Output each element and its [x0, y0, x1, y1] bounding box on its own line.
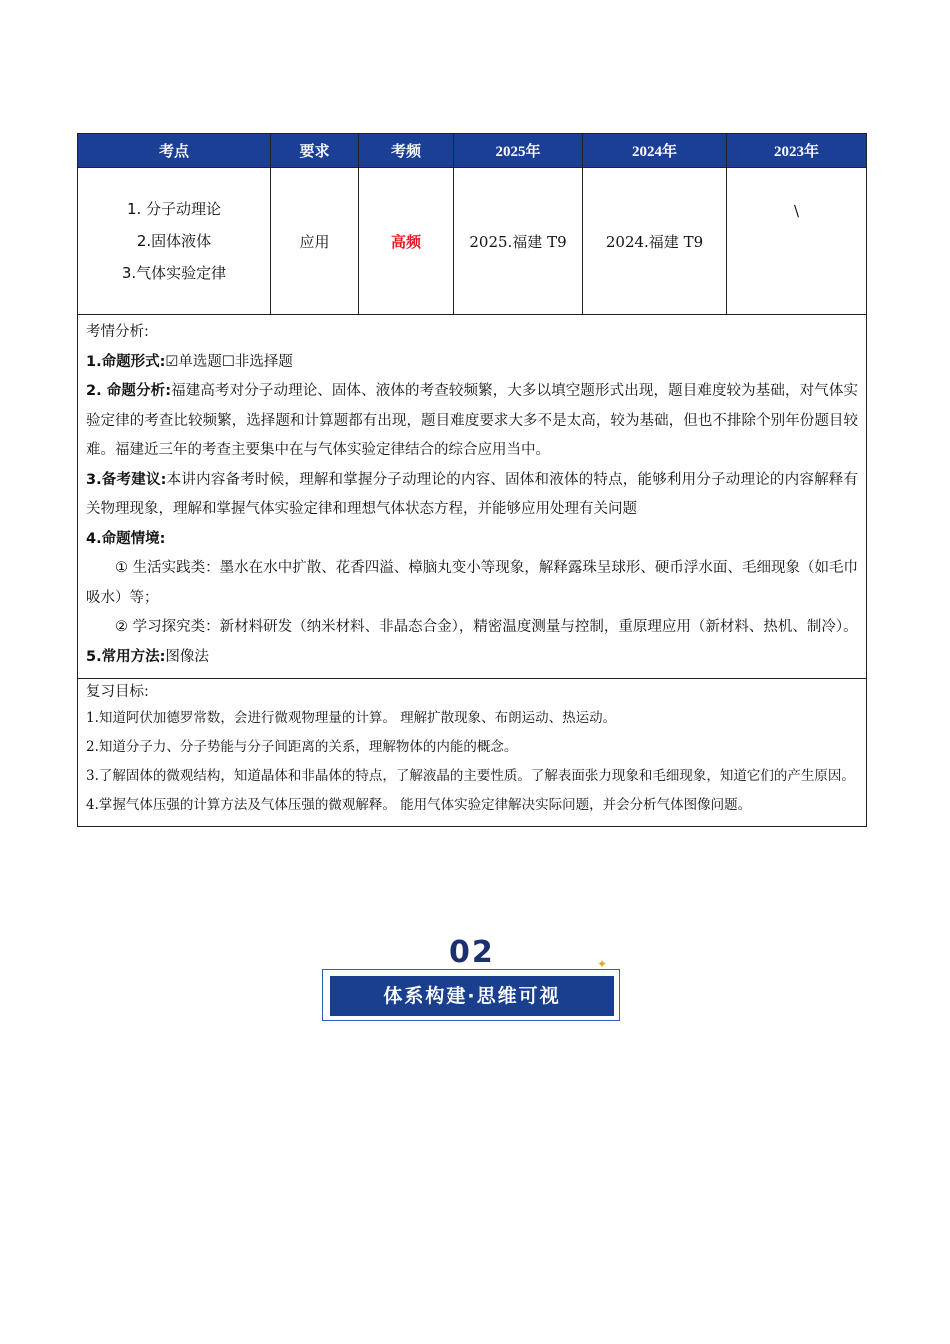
unchecked-box-icon: ☐ [221, 353, 235, 370]
review-cell [78, 679, 867, 827]
header-frequency: 考频 [359, 134, 454, 168]
method-text: 图像法 [165, 648, 209, 665]
frequency-cell: 高频 [359, 168, 454, 315]
review-title: 复习目标: [86, 684, 149, 700]
checked-box-icon: ☑ [165, 353, 179, 370]
exam-info-table [77, 133, 867, 827]
sparkle-icon: ✦ [597, 957, 608, 971]
analysis-title: 考情分析: [86, 324, 149, 340]
header-2024: 2024年 [583, 134, 727, 168]
topic-item: 2.固体液体 [136, 232, 212, 250]
year-2025-cell: 2025.福建 T9 [454, 168, 583, 315]
header-requirement: 要求 [271, 134, 359, 168]
form-line [86, 348, 858, 378]
analysis-text: 福建高考对分子动理论、固体、液体的考查较频繁，大多以填空题形式出现，题目难度较为基础，对气体实验定律的考查比较频繁，选择题和计算题都有出现，题目难度要求大多不是太高，较为基础，但也不排除个别年份题目较难。福建近三年的考查主要集中在与气体实验定律结合的综合应用当中。 [86, 383, 858, 458]
requirement-cell: 应用 [271, 168, 359, 315]
year-2024-cell: 2024.福建 T9 [583, 168, 727, 315]
section-title-banner: 体系构建·思维可视 [330, 976, 614, 1016]
analysis-row [78, 315, 867, 679]
context-life: ① 生活实践类：墨水在水中扩散、花香四溢、樟脑丸变小等现象，解释露珠呈球形、硬币浮水面、毛细现象（如毛巾吸水）等； [86, 560, 858, 606]
header-topic: 考点 [78, 134, 271, 168]
analysis-label: 2. 命题分析: [86, 383, 172, 399]
method-label: 5.常用方法: [86, 648, 166, 665]
review-item: 4.掌握气体压强的计算方法及气体压强的微观解释。 能用气体实验定律解决实际问题，并会分析气体图像问题。 [86, 797, 752, 813]
context-label: 4.命题情境: [86, 530, 166, 547]
table-header-row [78, 134, 867, 168]
review-item: 1.知道阿伏加德罗常数，会进行微观物理量的计算。 理解扩散现象、布朗运动、热运动。 [86, 710, 617, 726]
section-number: 02 [449, 935, 495, 970]
advice-text: 本讲内容备考时候，理解和掌握分子动理论的内容、固体和液体的特点，能够利用分子动理论的内容解释有关物理现象，理解和掌握气体实验定律和理想气体状态方程，并能够应用处理有关问题 [86, 471, 858, 517]
context-study: ② 学习探究类：新材料研发（纳米材料、非晶态合金），精密温度测量与控制，重原理应用（新材料、热机、制冷）。 [115, 619, 858, 635]
topic-item: 1. 分子动理论 [126, 200, 222, 218]
analysis-cell [78, 315, 867, 679]
form-option-nonchoice: 非选择题 [234, 353, 293, 370]
review-item: 3.了解固体的微观结构，知道晶体和非晶体的特点，了解液晶的主要性质。了解表面张力现象和毛细现象，知道它们的产生原因。 [86, 768, 855, 784]
review-item: 2.知道分子力、分子势能与分子间距离的关系，理解物体的内能的概念。 [86, 739, 518, 755]
review-row [78, 679, 867, 827]
topics-cell [78, 168, 271, 315]
form-option-single: 单选题 [178, 353, 222, 370]
topic-item: 3.气体实验定律 [121, 264, 227, 282]
header-2023: 2023年 [727, 134, 867, 168]
advice-paragraph [86, 466, 858, 525]
method-paragraph [86, 643, 858, 673]
form-label: 1.命题形式: [86, 353, 166, 370]
table-row [78, 168, 867, 315]
analysis-paragraph [86, 377, 858, 466]
advice-label: 3.备考建议: [86, 471, 167, 488]
header-2025: 2025年 [454, 134, 583, 168]
year-2023-cell: \ [727, 168, 867, 315]
